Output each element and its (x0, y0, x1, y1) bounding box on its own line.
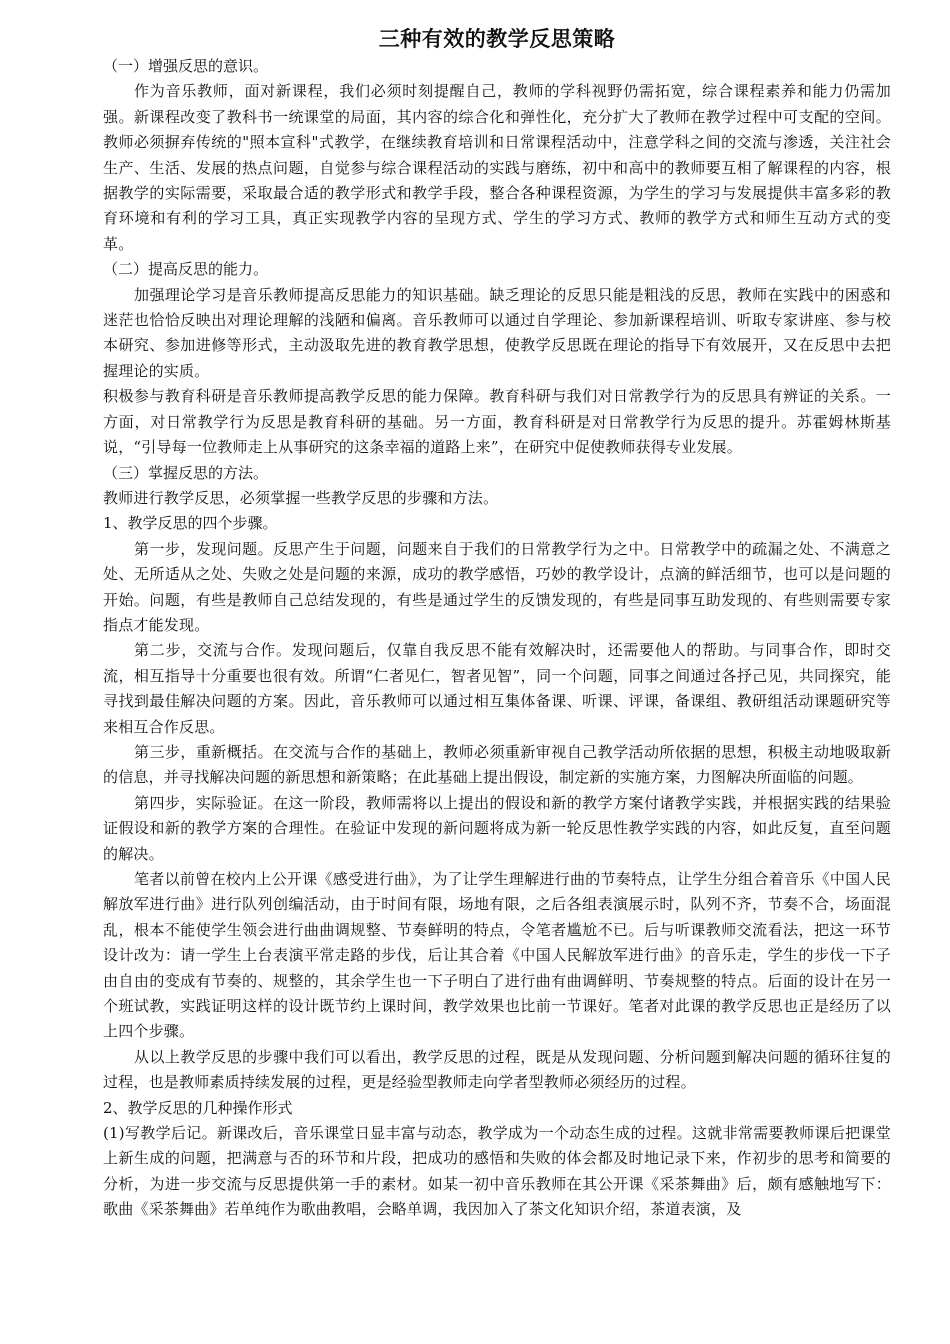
paragraph: 第二步，交流与合作。发现问题后，仅靠自我反思不能有效解决时，还需要他人的帮助。与同事合作，即时交流，相互指导十分重要也很有效。所谓“仁者见仁，智者见智”，同一个问题，同事之间通过各抒己见，共同探究，能寻找到最佳解决问题的方案。因此，音乐教师可以通过相互集体备课、听课、评课，备课组、教研组活动课题研究等来相互合作反思。 (103, 641, 891, 736)
paragraph: 第一步，发现问题。反思产生于问题，问题来自于我们的日常教学行为之中。日常教学中的疏漏之处、不满意之处、无所适从之处、失败之处是问题的来源，成功的教学感悟，巧妙的教学设计，点滴的鲜活细节，也可以是问题的开始。问题，有些是教师自己总结发现的，有些是通过学生的反馈发现的，有些是同事互助发现的、有些则需要专家指点才能发现。 (103, 539, 891, 634)
section-heading: （一）增强反思的意识。 (103, 57, 269, 75)
section-heading: 1、教学反思的四个步骤。 (103, 514, 278, 533)
section-heading: （二）提高反思的能力。 (103, 260, 269, 279)
paragraph: 笔者以前曾在校内上公开课《感受进行曲》，为了让学生理解进行曲的节奏特点，让学生分组合着音乐《中国人民解放军进行曲》进行队列创编活动，由于时间有限，场地有限，之后各组表演展示时，队列不齐，节奏不合，场面混乱，根本不能使学生领会进行曲曲调规整、节奏鲜明的特点，令笔者尴尬不已。后与听课教师交流看法，把这一环节设计改为：请一学生上台表演平常走路的步伐，后让其合着《中国人民解放军进行曲》的音乐走，学生的步伐一下子由自由的变成有节奏的、规整的，其余学生也一下子明白了进行曲有曲调鲜明、节奏规整的特点。后面的设计在另一个班试教，实践证明这样的设计既节约上课时间，教学效果也比前一节课好。笔者对此课的教学反思也正是经历了以上四个步骤。 (103, 870, 891, 1041)
paragraph: 作为音乐教师，面对新课程，我们必须时刻提醒自己，教师的学科视野仍需拓宽，综合课程素养和能力仍需加强。新课程改变了教科书一统课堂的局面，其内容的综合化和弹性化，充分扩大了教师在教学过程中可支配的空间。教师必须摒弃传统的"照本宣科"式教学，在继续教育培训和日常课程活动中，注意学科之间的交流与渗透，关注社会生产、生活、发展的热点问题，自觉参与综合课程活动的实践与磨练，初中和高中的教师要互相了解课程的内容，根据教学的实际需要，采取最合适的教学形式和教学手段，整合各种课程资源，为学生的学习与发展提供丰富多彩的教育环境和有利的学习工具，真正实现教学内容的呈现方式、学生的学习方式、教师的教学方式和师生互动方式的变革。 (103, 82, 891, 253)
paragraph: 第四步，实际验证。在这一阶段，教师需将以上提出的假设和新的教学方案付诸教学实践，并根据实践的结果验证假设和新的教学方案的合理性。在验证中发现的新问题将成为新一轮反思性教学实践的内容，如此反复，直至问题的解决。 (103, 793, 891, 863)
document-title: 三种有效的教学反思策略 (378, 27, 616, 51)
paragraph: 加强理论学习是音乐教师提高反思能力的知识基础。缺乏理论的反思只能是粗浅的反思，教师在实践中的困惑和迷茫也恰恰反映出对理论理解的浅陋和偏离。音乐教师可以通过自学理论、参加新课程培训、听取专家讲座、参与校本研究、参加进修等形式，主动汲取先进的教育教学思想，使教学反思既在理论的指导下有效展开，又在反思中去把握理论的实质。 (103, 285, 891, 380)
section-heading: （三）掌握反思的方法。 (103, 463, 269, 482)
document-body (103, 54, 891, 1223)
paragraph: 第三步，重新概括。在交流与合作的基础上，教师必须重新审视自己教学活动所依据的思想，积极主动地吸取新的信息，并寻找解决问题的新思想和新策略；在此基础上提出假设，制定新的实施方案，力图解决所面临的问题。 (103, 742, 891, 787)
paragraph: 教师进行教学反思，必须掌握一些教学反思的步骤和方法。 (103, 488, 499, 507)
section-heading: 2、教学反思的几种操作形式 (103, 1098, 293, 1117)
paragraph: 从以上教学反思的步骤中我们可以看出，教学反思的过程，既是从发现问题、分析问题到解决问题的循环往复的过程，也是教师素质持续发展的过程，更是经验型教师走向学者型教师必须经历的过程。 (103, 1047, 891, 1092)
paragraph: (1)写教学后记。新课改后，音乐课堂日显丰富与动态，教学成为一个动态生成的过程。这就非常需要教师课后把课堂上新生成的问题，把满意与否的环节和片段，把成功的感悟和失败的体会都及时地记录下来，作初步的思考和简要的分析，为进一步交流与反思提供第一手的素材。如某一初中音乐教师在其公开课《采茶舞曲》后，颇有感触地写下：歌曲《采茶舞曲》若单纯作为歌曲教唱，会略单调，我因加入了茶文化知识介绍，茶道表演，及 (103, 1124, 891, 1219)
document-page (103, 24, 891, 1223)
paragraph: 积极参与教育科研是音乐教师提高教学反思的能力保障。教育科研与我们对日常教学行为的反思具有辨证的关系。一方面，对日常教学行为反思是教育科研的基础。另一方面，教育科研是对日常教学行为反思的提升。苏霍姆林斯基说，“引导每一位教师走上从事研究的这条幸福的道路上来”，在研究中促使教师获得专业发展。 (103, 387, 891, 457)
